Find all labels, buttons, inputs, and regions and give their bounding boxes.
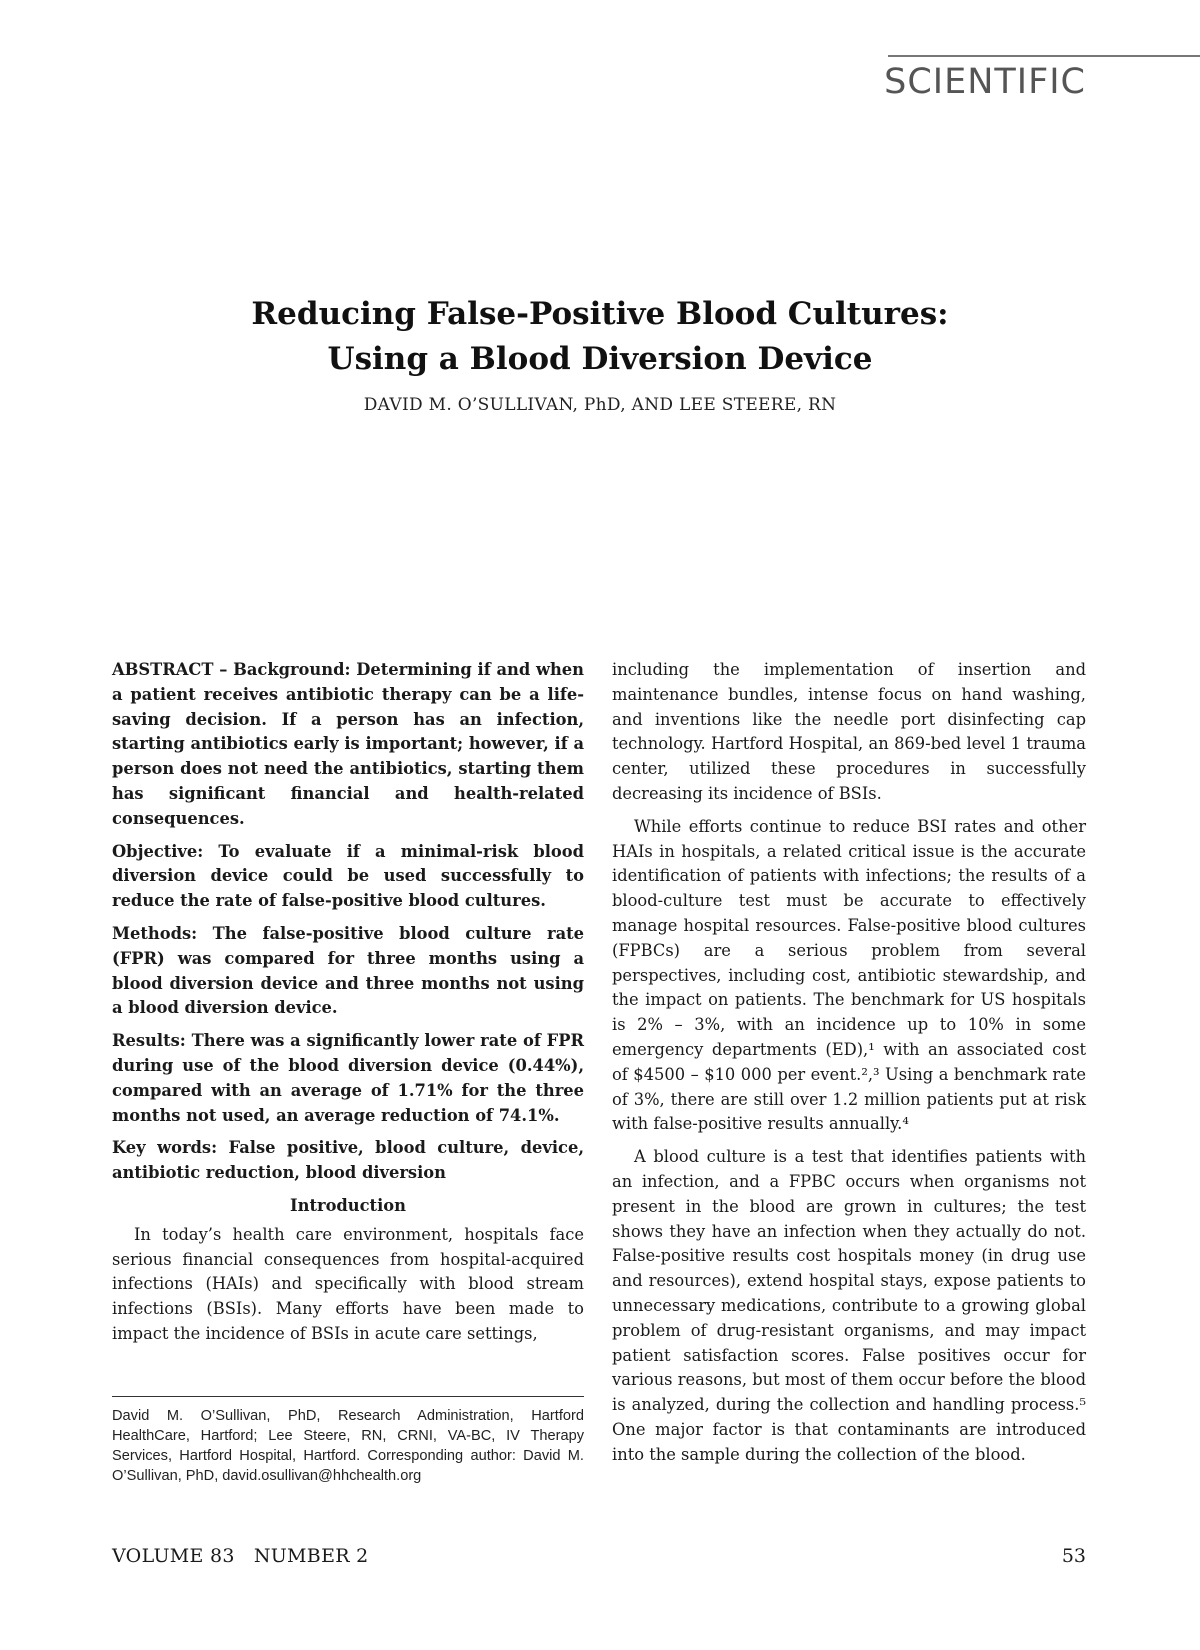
- header-rule: [888, 55, 1200, 57]
- introduction-heading: Introduction: [290, 1195, 406, 1215]
- abstract-results: Results: There was a significantly lower rate of FPR during use of the blood diversion device (0.44%), compared with an average of 1.71% for the three months not used, an average reduction of 74.1%.: [112, 1031, 584, 1125]
- abstract-objective: Objective: To evaluate if a minimal-risk blood diversion device could be used successfully to reduce the rate of false-positive blood cultures.: [112, 841, 584, 911]
- intro-paragraph-1: In today’s health care environment, hospitals face serious financial consequences from hospital-acquired infections (HAIs) and specifically with blood stream infections (BSIs). Many efforts have been made to impact the incidence of BSIs in acute care settings,: [112, 1224, 584, 1343]
- journal-volume: VOLUME 83 NUMBER 2: [112, 1545, 369, 1567]
- page-number: 53: [1061, 1545, 1086, 1567]
- intro-paragraph-2: While efforts continue to reduce BSI rates and other HAIs in hospitals, a related critical issue is the accurate identification of patients with infections; the results of a blood-culture test must be accurate to effectively manage hospital resources. False-positive blood cultures (FPBCs) are a serious problem from several perspectives, including cost, antibiotic stewardship, and the impact on patients. The benchmark for US hospitals is 2% – 3%, with an incidence up to 10% in some emergency departments (ED),¹ with an associated cost of $4500 – $10 000 per event.²,³ Using a benchmark rate of 3%, there are still over 1.2 million patients put at risk with false-positive results annually.⁴: [612, 816, 1086, 1134]
- article-authors: DAVID M. O’SULLIVAN, PhD, AND LEE STEERE, RN: [363, 395, 837, 415]
- author-footnote: David M. O’Sullivan, PhD, Research Administration, Hartford HealthCare, Hartford; Lee Steere, RN, CRNI, VA-BC, IV Therapy Services, Hartford Hospital, Hartford. Corresponding author: David M. O’Sullivan, PhD, david.osullivan@hhchealth.org: [112, 1408, 584, 1484]
- right-column: [612, 658, 1086, 1476]
- intro-paragraph-1-continued: including the implementation of insertion and maintenance bundles, intense focus on hand washing, and inventions like the needle port disinfecting cap technology. Hartford Hospital, an 869-bed level 1 trauma center, utilized these procedures in successfully decreasing its incidence of BSIs.: [612, 660, 1086, 803]
- abstract-keywords: Key words: False positive, blood culture, device, antibiotic reduction, blood diversion: [112, 1138, 584, 1183]
- abstract-background: ABSTRACT – Background: Determining if and when a patient receives antibiotic therapy can be a life-saving decision. If a person has an infection, starting antibiotics early is important; however, if a person does not need the antibiotics, starting them has significant financial and health-related consequences.: [112, 660, 584, 828]
- section-label: SCIENTIFIC: [884, 62, 1086, 102]
- footnote-rule: [112, 1396, 584, 1397]
- title-line-2: Using a Blood Diversion Device: [327, 341, 873, 377]
- left-column: [112, 658, 584, 1355]
- title-line-1: Reducing False-Positive Blood Cultures:: [251, 296, 949, 332]
- article-title: [0, 292, 1200, 382]
- abstract-methods: Methods: The false-positive blood culture rate (FPR) was compared for three months using a blood diversion device and three months not using a blood diversion device.: [112, 923, 584, 1018]
- intro-paragraph-3: A blood culture is a test that identifies patients with an infection, and a FPBC occurs when organisms not present in the blood are grown in cultures; the test shows they have an infection when they actually do not. False-positive results cost hospitals money (in drug use and resources), extend hospital stays, expose patients to unnecessary medications, contribute to a growing global problem of drug-resistant organisms, and may impact patient satisfaction scores. False positives occur for various reasons, but most of them occur before the blood is analyzed, during the collection and handling process.⁵ One major factor is that contaminants are introduced into the sample during the collection of the blood.: [612, 1147, 1086, 1464]
